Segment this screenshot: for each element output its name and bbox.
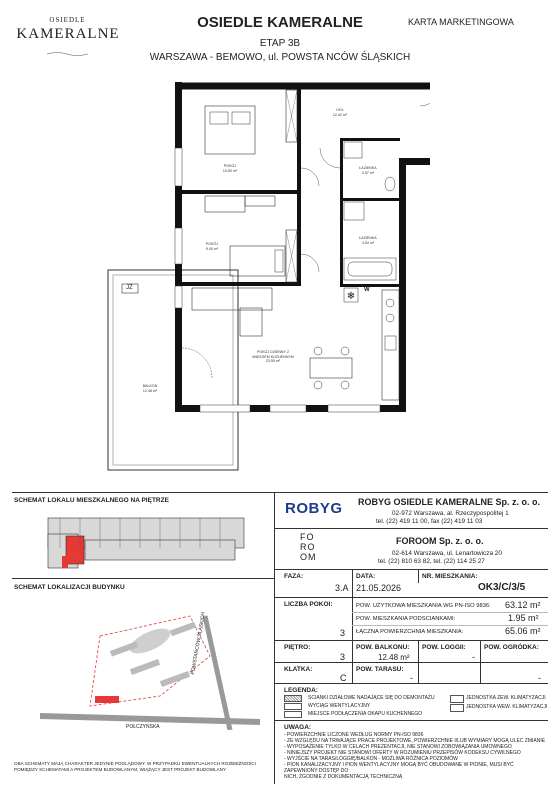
doc-type-label: KARTA MARKETINGOWA [408,17,514,27]
faza-value: 3.A [335,583,349,593]
room-label-balkon: BALKON 12.48 m² [142,384,158,393]
faza-label: FAZA: [284,573,304,580]
ac-indoor-unit-icon [450,704,464,712]
company2-name: FOROOM Sp. z. o. o. [396,536,484,546]
data-label: DATA: [356,573,376,580]
company2-address: 02-614 Warszawa, ul. Lenartowicza 20 [392,550,502,557]
legend-item-2: WYCIĄG WENTYLACYJNY [308,703,371,709]
legend-item-3: MIEJSCE PODŁĄCZENIA OKAPU KUCHENNEGO [308,711,423,717]
nr-mieszkania-value: OK3/C/3/5 [478,582,526,593]
klatka-value: C [340,673,347,683]
floor-plan [100,78,430,478]
page-title: OSIEDLE KAMERALNE [197,14,363,31]
etap-label: ETAP 3B [259,38,301,49]
robyg-logo: ROBYG [285,500,343,517]
pow-balkonu-value: 12.48 m² [378,653,410,662]
schemat-lokalu-diagram [40,512,260,576]
demontaz-wall-icon [284,695,302,702]
company2-phone: tel. (22) 810 63 82, tel. (22) 114 25 27 [378,558,485,565]
room-label-pokoj-2: POKÓJ 9.40 m² [205,242,219,251]
foroom-logo: FO RO OM [300,532,317,562]
jz-label: JZ [126,285,133,291]
pow-loggii-label: POW. LOGGII: [422,644,466,651]
legend-item-1: SCIANKI DZIAŁOWE NADAJĄCE SIĘ DO DEMONTAŻU [308,695,435,701]
legend-item-5: JEDNOSTKA WEW. KLIMATYZACJI [466,704,548,710]
liczba-pokoi-label: LICZBA POKOI: [284,601,333,608]
legend-item-4: JEDNOSTKA ZEW. KLIMATYZACJI [466,695,546,701]
pietro-value: 3 [340,652,346,662]
balcony-outline [108,270,238,470]
logo-top: OSIEDLE [49,16,86,24]
pow-balkonu-label: POW. BALKONU: [356,644,410,651]
location-map [40,596,260,730]
footer-note: OBA SCHEMATY MAJĄ CHARAKTER JEDYNIE POGLĄDOWY. W PRZYPADKU EWENTUALNYCH ROZBIEŻNOŚCI POMIĘDZY SCHEMATAMI A PROJEKTEM BUDOWLANYM, WIĄŻĄCY JEST PROJEKT BUDOWLANY [14,761,256,772]
legend-title: LEGENDA: [284,687,318,694]
pow-podsciankami-label: POW. MIESZKANIA PODSCIANKAMI: [356,616,456,622]
pow-uzytkowa-value: 63.12 m² [505,600,541,610]
logo-main: KAMERALNE [16,26,120,42]
company1-phone: tel. (22) 419 11 00, fax (22) 419 11 03 [376,518,483,525]
pow-podsciankami-value: 1.95 m² [508,613,539,623]
liczba-pokoi-value: 3 [340,628,346,638]
street-label-powstancow: POWSTAŃCÓW ŚLĄSKICH [190,611,207,676]
pow-ogrodka-label: POW. OGRÓDKA: [484,644,539,651]
pow-uzytkowa-label: POW. UŻYTKOWA MIESZKANIA WG PN-ISO 9836: [356,603,491,609]
pow-laczna-label: ŁĄCZNA POWIERZCHNIA MIESZKANIA: [356,629,464,635]
nr-mieszkania-label: NR. MIESZKANIA: [422,573,478,580]
logo-ornament-icon [45,44,90,50]
pow-ogrodka-value: - [538,673,541,683]
room-label-hol: HOL 12.42 m² [332,108,348,117]
notes-title: UWAGA: [284,724,312,731]
ac-outdoor-unit-icon [450,695,464,703]
pietro-label: PIĘTRO: [284,644,311,651]
schemat-lokalizacji-title: SCHEMAT LOKALIZACJI BUDYNKU [14,584,125,591]
notes-list: - POWIERZCHNIE LICZONE WEDŁUG NORMY PN-ISO 9836 - ZE WZGLĘDU NA TRWAJĄCE PRACE PROJEKTOWE, POWIERZCHNIE I/LUB WYMIARY MOGĄ ULEC ZMIANIE - WYPOSAŻENIE TYLKO W CELACH PREZENTACJI, NIE STANOWI ZOBOWIĄZANIA UMOWNEGO - NINIEJSZY PROJEKT NIE STANOWI OFERTY W ROZUMIENIU PRZEPISÓW KODEKSU CYWILNEGO - WYJŚCIE NA TARAS/LOGGIĘ/BALKON - MOŻLIWA RÓŻNICA POZIOMÓW - PION KANALIZACYJNY I PION WENTYLACYJNY MOGĄ BYĆ OBUDOWANE W PIONIE, MUSI BYĆ ZAPEWNIONY DOSTĘP DO NICH, ZGODNIE Z DOKUMENTACJĄ TECHNICZNĄ [284,732,546,780]
pow-laczna-value: 65.06 m² [505,626,541,636]
location-label: WARSZAWA - BEMOWO, ul. POWSTA NCÓW ŚLĄSKICH [149,52,411,63]
klatka-label: KLATKA: [284,666,313,673]
schemat-lokalu-title: SCHEMAT LOKALU MIESZKALNEGO NA PIĘTRZE [14,497,169,504]
street-label-polczynska: POŁCZYŃSKA [126,724,160,730]
w-label: W [364,287,370,293]
room-label-lazienka-2: ŁAZIENKA 4.54 m² [359,236,377,245]
pow-tarasu-label: POW. TARASU: [356,666,404,673]
vent-icon [284,703,302,710]
room-label-pokoj-dzienny: POKÓJ DZIENNY Z ANEKSEM KUCHENNYM 23.59 m² [252,350,294,363]
room-label-pokoj-1: POKÓJ 10.50 m² [222,164,238,173]
company1-address: 02-972 Warszawa, al. Rzeczypospolitej 1 [392,510,509,517]
hood-connection-icon [284,711,302,718]
svg-text:❄: ❄ [346,291,356,302]
pow-loggii-value: - [472,652,475,662]
room-label-lazienka-1: ŁAZIENKA 3.57 m² [359,166,377,175]
pow-tarasu-value: - [410,673,413,683]
company1-name: ROBYG OSIEDLE KAMERALNE Sp. z. o. o. [358,497,541,507]
data-value: 21.05.2026 [356,583,402,593]
